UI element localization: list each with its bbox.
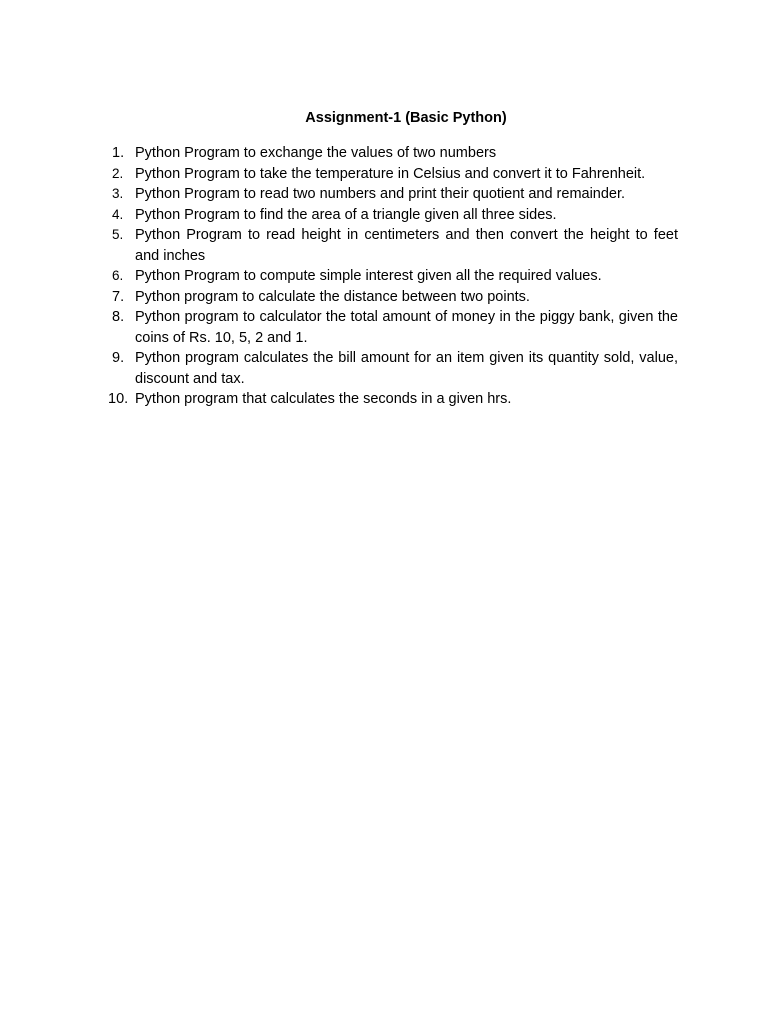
list-item-9 (108, 348, 678, 389)
item-text: Python Program to read height in centimeters and then convert the height to feet and inches (135, 227, 678, 264)
item-text: Python Program to exchange the values of two numbers (135, 145, 497, 161)
list-item-3 (108, 184, 678, 205)
list-item-1 (108, 143, 678, 164)
item-number: 7. (112, 288, 125, 305)
item-text: Python Program to compute simple interest given all the required values. (135, 268, 602, 284)
item-text: Python Program to take the temperature in Celsius and convert it to Fahrenheit. (135, 165, 646, 182)
list-item-7 (108, 287, 678, 308)
item-number: 4. (112, 206, 124, 222)
list-item-8 (108, 307, 678, 348)
item-text: Python program calculates the bill amount for an item given its quantity sold, value, discount and tax. (135, 350, 678, 387)
item-number: 6. (112, 268, 124, 283)
item-text: Python program to calculator the total amount of money in the piggy bank, given the coins of Rs. 10, 5, 2 and 1. (135, 309, 678, 346)
item-number: 1. (112, 145, 125, 161)
item-number: 10. (108, 391, 129, 407)
assignment-list (108, 143, 678, 410)
item-number: 5. (112, 227, 124, 242)
item-number: 2. (112, 165, 124, 181)
item-number: 3. (112, 186, 124, 201)
list-item-10 (108, 389, 678, 410)
list-item-2 (108, 164, 678, 185)
item-text: Python program that calculates the seconds in a given hrs. (135, 391, 512, 407)
list-item-6 (108, 266, 678, 287)
item-number: 9. (112, 350, 125, 366)
item-text: Python Program to find the area of a triangle given all three sides. (135, 206, 557, 223)
list-item-4 (108, 205, 678, 226)
page-title: Assignment-1 (Basic Python) (305, 110, 507, 126)
item-text: Python program to calculate the distance between two points. (135, 288, 530, 305)
item-number: 8. (112, 309, 125, 325)
item-text: Python Program to read two numbers and print their quotient and remainder. (135, 186, 626, 202)
list-item-5 (108, 225, 678, 266)
